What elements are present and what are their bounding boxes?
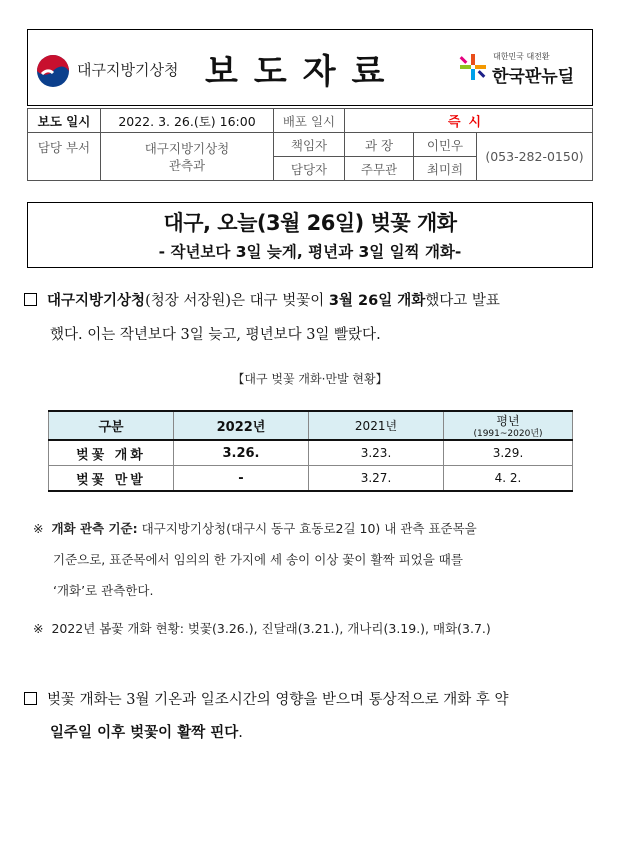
paragraph-2: [24, 685, 509, 715]
paragraph-2-line-2: [50, 718, 243, 748]
col-header-2021: 2021년: [309, 411, 444, 440]
table-caption: 【대구 벚꽃 개화·만발 현황】: [232, 372, 388, 386]
agency-bold: 대구지방기상청: [47, 293, 146, 309]
note-mark: ※: [33, 521, 44, 536]
para2-line-1: 벚꽃 개화는 3월 기온과 일조시간의 영향을 받으며 통상적으로 개화 후 약: [47, 692, 509, 708]
cell-2022: -: [174, 466, 309, 492]
subheadline: - 작년보다 3일 늦게, 평년과 3일 일찍 개화-: [158, 243, 462, 261]
department-value: [101, 133, 274, 181]
cell-normal: 3.29.: [444, 440, 573, 466]
staff-label: 담당자: [274, 157, 345, 181]
cell-2021: 3.23.: [309, 440, 444, 466]
normal-label: 평년: [496, 414, 520, 428]
note-1-line-2: 기준으로, 표준목에서 임의의 한 가지에 세 송이 이상 꽃이 활짝 피었을 때를: [53, 552, 463, 567]
para2-bold: 일주일 이후 벚꽃이 활짝 핀다: [50, 725, 239, 741]
bloom-date-bold: 3월 26일 개화: [328, 293, 426, 309]
report-time-value: 2022. 3. 26.(토) 16:00: [101, 109, 274, 133]
press-info-table: [27, 108, 593, 181]
checkbox-bullet-icon: [24, 692, 37, 705]
paragraph-1: [24, 286, 500, 316]
col-header-2022: 2022년: [174, 411, 309, 440]
note-2-text: 2022년 봄꽃 개화 현황: 벚꽃(3.26.), 진달래(3.21.), 개나리(3.19.), 매화(3.7.): [51, 621, 491, 636]
note-1-line-3: ‘개화’로 관측한다.: [53, 583, 154, 598]
col-header-normal: [444, 411, 573, 440]
row-label: 벚꽃 개화: [49, 440, 174, 466]
government-logo-icon: [36, 54, 70, 88]
responsible-title: 과 장: [345, 133, 414, 157]
para1-text-1: (청장 서장원)은 대구 벚꽃이: [145, 293, 329, 309]
checkbox-bullet-icon: [24, 293, 37, 306]
para2-end: .: [238, 725, 243, 741]
responsible-name: 이민우: [414, 133, 477, 157]
department-division: 관측과: [168, 157, 206, 173]
new-deal-logo-icon: [458, 52, 488, 82]
note-2: [33, 614, 491, 643]
note-1-label: 개화 관측 기준:: [51, 521, 138, 536]
para1-text-2: 했다고 발표: [425, 293, 500, 309]
department-label: 담당 부서: [28, 133, 101, 181]
col-header-category: 구분: [49, 411, 174, 440]
staff-title: 주무관: [345, 157, 414, 181]
normal-range: (1991~2020년): [473, 429, 543, 439]
distribution-time-label: 배포 일시: [274, 109, 345, 133]
note-mark: ※: [33, 621, 44, 636]
bloom-status-table: [48, 410, 573, 492]
responsible-label: 책임자: [274, 133, 345, 157]
staff-name: 최미희: [414, 157, 477, 181]
note-1-text: 대구지방기상청(대구시 동구 효동로2길 10) 내 관측 표준목을: [137, 521, 477, 536]
cell-2021: 3.27.: [309, 466, 444, 492]
distribution-time-value: 즉시: [345, 109, 593, 133]
cell-normal: 4. 2.: [444, 466, 573, 492]
headline: 대구, 오늘(3월 26일) 벚꽃 개화: [163, 211, 457, 235]
agency-name: 대구지방기상청: [77, 61, 179, 79]
note-1: [33, 514, 477, 543]
row-label: 벚꽃 만발: [49, 466, 174, 492]
contact-phone: (053-282-0150): [477, 133, 593, 181]
paragraph-1-line-2: 했다. 이는 작년보다 3일 늦고, 평년보다 3일 빨랐다.: [50, 327, 381, 343]
press-release-title: 보도자료: [205, 52, 401, 92]
cell-2022: 3.26.: [174, 440, 309, 466]
brand-title: 한국판뉴딜: [492, 67, 575, 87]
table-row: [49, 440, 573, 466]
table-row: [49, 466, 573, 492]
brand-subtitle: 대한민국 대전환: [493, 52, 550, 61]
report-time-label: 보도 일시: [28, 109, 101, 133]
department-name: 대구지방기상청: [144, 140, 230, 156]
